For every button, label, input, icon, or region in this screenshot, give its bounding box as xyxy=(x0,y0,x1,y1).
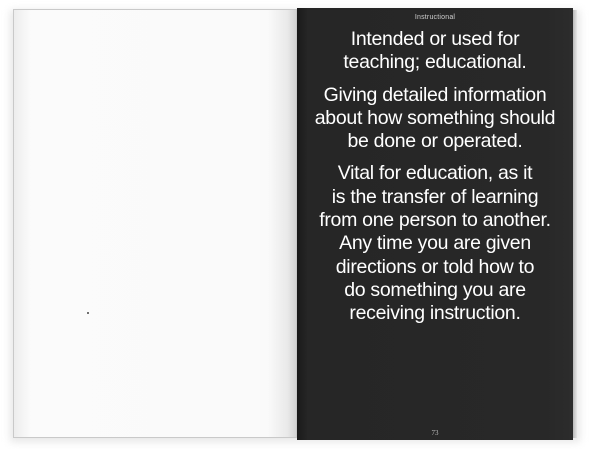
right-page xyxy=(297,8,573,440)
left-page xyxy=(13,9,297,438)
paragraph-1 xyxy=(297,28,573,75)
text-line: is the transfer of learning xyxy=(331,185,539,208)
page-speck xyxy=(87,312,89,314)
text-line: Intended or used for xyxy=(350,28,520,50)
paragraph-2 xyxy=(297,84,573,154)
running-head: Instructional xyxy=(414,14,456,21)
page-number: 73 xyxy=(431,429,439,437)
text-line: teaching; educational. xyxy=(343,51,527,74)
text-line: Giving detailed information xyxy=(323,83,547,106)
page-edge xyxy=(573,10,577,438)
text-line: directions or told how to xyxy=(335,255,535,278)
text-line: do something you are xyxy=(344,278,526,301)
text-line: be done or operated. xyxy=(347,130,523,153)
definition-text xyxy=(297,28,573,335)
paragraph-3 xyxy=(297,162,573,325)
text-line: from one person to another. xyxy=(319,209,551,232)
text-line: Any time you are given xyxy=(339,232,531,255)
text-line: receiving instruction. xyxy=(349,302,521,325)
text-line: Vital for education, as it xyxy=(337,162,533,185)
text-line: about how something should xyxy=(314,106,556,129)
